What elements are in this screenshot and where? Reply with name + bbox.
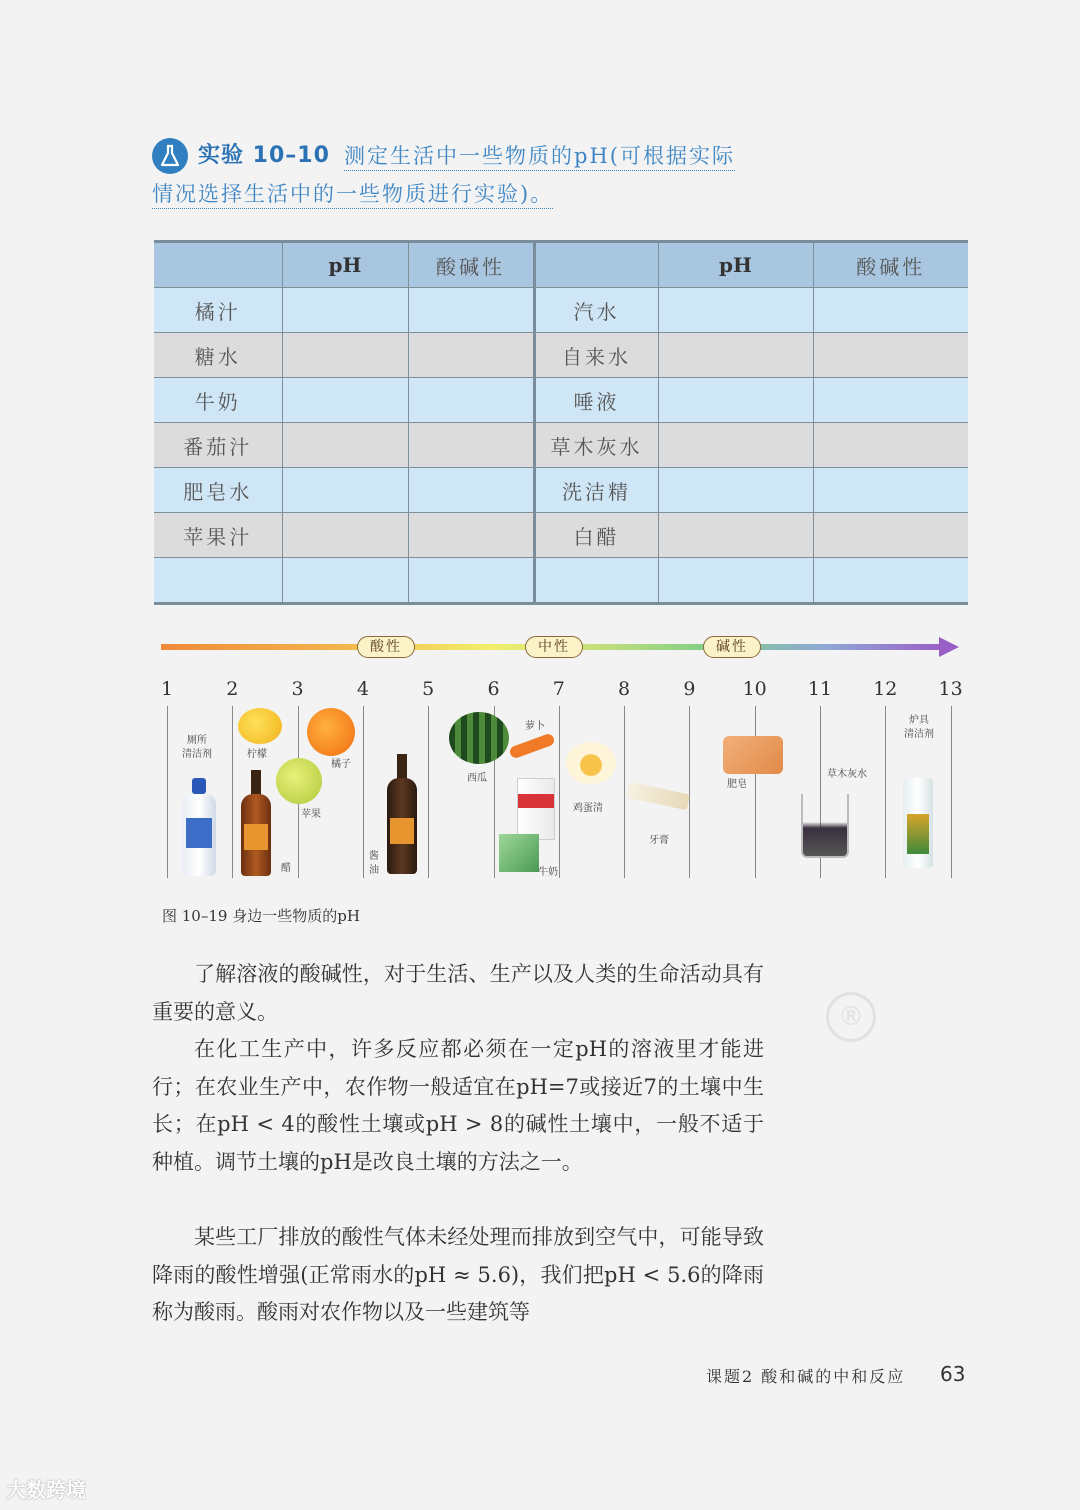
radish-icon	[508, 732, 555, 759]
substance-cell: 糖水	[154, 333, 282, 378]
page-number: 63	[940, 1362, 966, 1386]
registered-watermark: ®	[826, 992, 876, 1042]
bottle-label-icon	[186, 818, 212, 848]
ph-record-table	[154, 240, 968, 605]
acidity-cell	[813, 423, 968, 468]
acidity-cell	[813, 513, 968, 558]
ph-cell	[282, 468, 408, 513]
ph-tick-line	[363, 706, 364, 878]
substance-cell: 汽水	[534, 288, 658, 333]
item-label-toothpaste: 牙膏	[649, 835, 669, 846]
ph-tick-label: 4	[356, 678, 369, 700]
ph-tick-label: 12	[873, 678, 898, 700]
ph-tick-label: 2	[226, 678, 239, 700]
milk-carton-icon	[517, 778, 555, 840]
item-label-vinegar: 醋	[281, 863, 291, 874]
substance-cell: 草木灰水	[534, 423, 658, 468]
item-label-milk: 牛奶	[538, 867, 558, 878]
item-label-soy-sauce: 酱 油	[369, 851, 379, 876]
ph-tick-line	[624, 706, 625, 878]
ph-tick-line	[428, 706, 429, 878]
table-row	[154, 423, 968, 468]
table-header-cell	[154, 242, 282, 288]
zone-neutral: 中性	[525, 636, 583, 658]
table-row	[154, 558, 968, 604]
table-header-row	[154, 242, 968, 288]
item-label-apple: 苹果	[301, 809, 321, 820]
ph-cell	[658, 558, 813, 604]
ph-tick-label: 1	[160, 678, 174, 700]
ph-cell	[282, 378, 408, 423]
substance-cell: 牛奶	[154, 378, 282, 423]
item-label-kitchen-cleaner: 炉具 清洁剂	[904, 715, 934, 740]
acidity-cell	[408, 423, 534, 468]
ash-water-beaker-icon	[801, 794, 849, 858]
ph-cell	[282, 423, 408, 468]
table-row	[154, 333, 968, 378]
substance-cell: 洗洁精	[534, 468, 658, 513]
item-label-toilet-cleaner: 厕所 清洁剂	[182, 735, 212, 760]
bottle-cap-icon	[192, 778, 206, 794]
acidity-cell	[813, 468, 968, 513]
flask-icon	[152, 138, 188, 174]
ph-cell	[658, 333, 813, 378]
table-row	[154, 378, 968, 423]
experiment-title-line2: 情况选择生活中的一些物质进行实验)。	[152, 178, 553, 209]
paragraph-3: 某些工厂排放的酸性气体未经处理而排放到空气中，可能导致降雨的酸性增强(正常雨水的pH ≈ 5.6)，我们把pH < 5.6的降雨称为酸雨。酸雨对农作物以及一些建筑等	[152, 1225, 764, 1324]
arrow-head-icon	[939, 637, 959, 657]
item-label-lemon: 柠檬	[247, 749, 267, 760]
item-label-watermelon: 西瓜	[467, 773, 487, 784]
item-label-orange: 橘子	[331, 759, 351, 770]
acidity-cell	[408, 513, 534, 558]
ph-cell	[282, 333, 408, 378]
vinegar-label-icon	[244, 824, 268, 850]
table-header-cell: pH	[282, 242, 408, 288]
substance-cell: 唾液	[534, 378, 658, 423]
table-row	[154, 513, 968, 558]
ph-scale-figure	[155, 628, 970, 888]
acidity-cell	[408, 333, 534, 378]
paragraph-2: 在化工生产中，许多反应都必须在一定pH的溶液里才能进行；在农业生产中，农作物一般适宜在pH=7或接近7的土壤中生长；在pH < 4的酸性土壤或pH > 8的碱性土壤中，一般不适于种植。调节土壤的pH是改良土壤的方法之一。	[152, 1037, 764, 1174]
item-label-radish: 萝卜	[525, 721, 545, 732]
zone-acidic: 酸性	[357, 636, 415, 658]
ph-cell	[658, 468, 813, 513]
acidity-cell	[813, 558, 968, 604]
figure-caption: 图 10–19 身边一些物质的pH	[162, 907, 360, 925]
substance-cell: 自来水	[534, 333, 658, 378]
acidity-cell	[813, 378, 968, 423]
milk-pack-icon	[499, 834, 539, 872]
ph-tick-label: 3	[291, 678, 304, 700]
ph-tick-line	[885, 706, 886, 878]
acidity-cell	[408, 288, 534, 333]
ph-cell	[658, 513, 813, 558]
paragraph-1: 了解溶液的酸碱性，对于生活、生产以及人类的生命活动具有重要的意义。	[152, 962, 764, 1024]
ph-cell	[658, 288, 813, 333]
ph-cell	[282, 558, 408, 604]
substance-cell: 肥皂水	[154, 468, 282, 513]
substance-cell	[154, 558, 282, 604]
ph-tick-label: 8	[618, 678, 631, 700]
ph-tick-label: 9	[683, 678, 696, 700]
ph-tick-line	[951, 706, 952, 878]
item-label-soap: 肥皂	[727, 779, 747, 790]
item-label-egg-white: 鸡蛋清	[573, 803, 603, 814]
acidity-cell	[408, 558, 534, 604]
substance-cell: 苹果汁	[154, 513, 282, 558]
ph-tick-line	[689, 706, 690, 878]
experiment-label: 实验 10–10	[198, 143, 330, 168]
ph-cell	[282, 513, 408, 558]
substance-cell	[534, 558, 658, 604]
milk-stripe-icon	[518, 794, 554, 808]
watermelon-icon	[449, 712, 509, 764]
toothpaste-icon	[626, 782, 690, 811]
ph-cell	[282, 288, 408, 333]
experiment-title-line1: 测定生活中一些物质的pH(可根据实际	[344, 140, 735, 171]
ph-cell	[658, 378, 813, 423]
acidity-cell	[408, 468, 534, 513]
ph-tick-label: 11	[807, 678, 833, 700]
table-header-cell: 酸碱性	[408, 242, 534, 288]
ph-tick-line	[232, 706, 233, 878]
substance-cell: 番茄汁	[154, 423, 282, 468]
soy-sauce-label-icon	[390, 818, 414, 844]
footer-chapter-title: 课题2 酸和碱的中和反应	[706, 1367, 906, 1386]
acidity-cell	[813, 333, 968, 378]
apple-icon	[276, 758, 322, 804]
orange-icon	[307, 708, 355, 756]
ph-cell	[658, 423, 813, 468]
zone-basic: 碱性	[703, 636, 761, 658]
ph-tick-line	[755, 706, 756, 878]
ph-tick-label: 6	[487, 678, 500, 700]
ph-tick-label: 13	[938, 678, 963, 700]
table-row	[154, 468, 968, 513]
ph-tick-line	[167, 706, 168, 878]
ph-tick-label: 7	[552, 678, 565, 700]
ph-tick-label: 10	[742, 678, 767, 700]
table-header-cell	[534, 242, 658, 288]
table-row	[154, 288, 968, 333]
logo-watermark: 大数跨境	[6, 1478, 86, 1502]
soap-icon	[723, 736, 783, 774]
egg-white-icon	[566, 742, 616, 784]
ph-tick-line	[559, 706, 560, 878]
acidity-cell	[813, 288, 968, 333]
table-header-cell: 酸碱性	[813, 242, 968, 288]
substance-cell: 橘汁	[154, 288, 282, 333]
spray-label-icon	[907, 814, 929, 854]
substance-cell: 白醋	[534, 513, 658, 558]
ph-tick-label: 5	[422, 678, 435, 700]
item-label-ash-water: 草木灰水	[827, 769, 867, 780]
lemon-icon	[238, 708, 282, 744]
table-header-cell: pH	[658, 242, 813, 288]
acidity-cell	[408, 378, 534, 423]
